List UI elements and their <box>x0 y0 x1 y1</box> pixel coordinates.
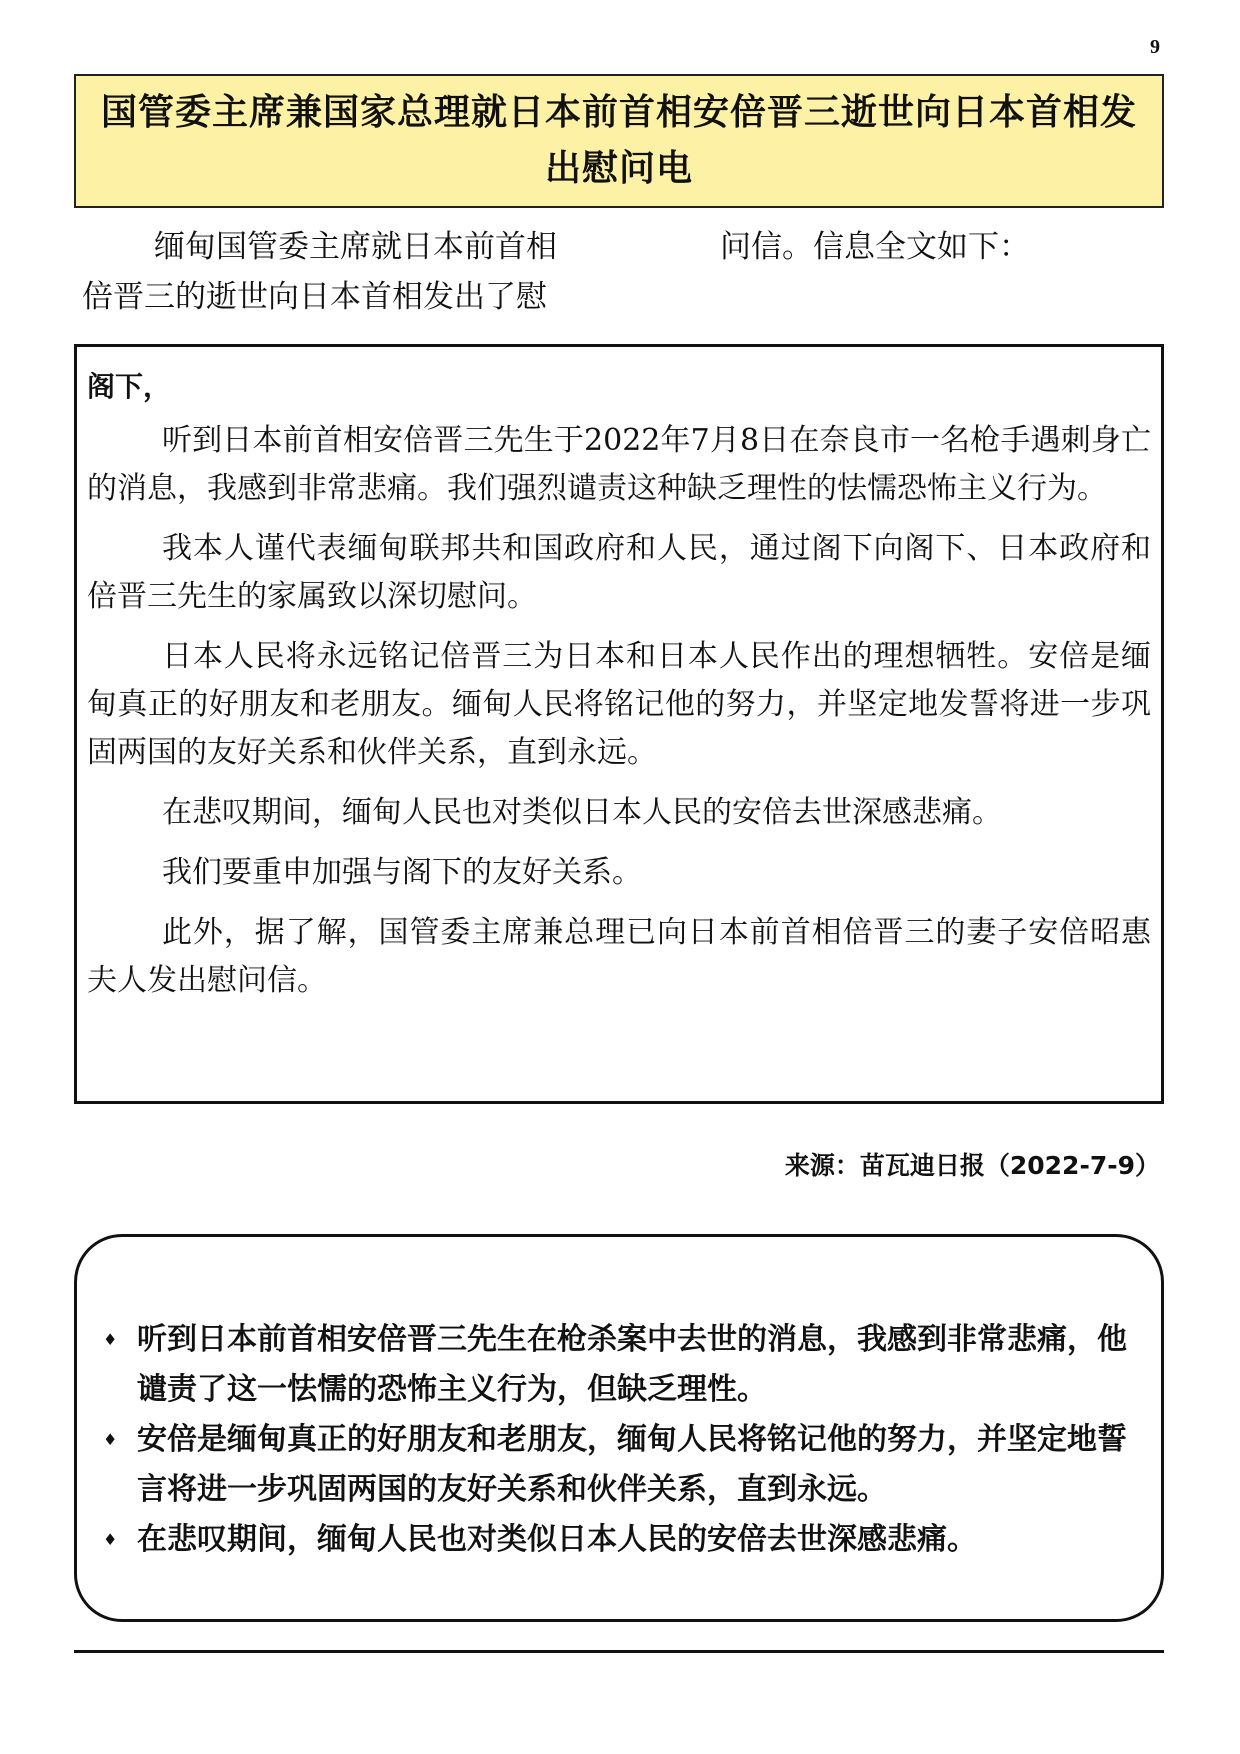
summary-item <box>103 1515 1131 1565</box>
intro-line: 倍晋三的逝世向日本首相发出了慰 <box>82 279 547 315</box>
page-number: 9 <box>1150 36 1160 58</box>
title-box <box>74 74 1164 208</box>
intro-column-right <box>642 222 1030 272</box>
intro-line: 缅甸国管委主席就日本前首相 <box>154 229 557 265</box>
summary-item-text: 听到日本前首相安倍晋三先生在枪杀案中去世的消息，我感到非常悲痛，他谴责了这一怯懦的恐怖主义行为，但缺乏理性。 <box>137 1322 1127 1407</box>
summary-item-text: 安倍是缅甸真正的好朋友和老朋友，缅甸人民将铭记他的努力，并坚定地誓言将进一步巩固两国的友好关系和伙伴关系，直到永远。 <box>137 1422 1127 1507</box>
diamond-bullet-icon: ♦ <box>103 1430 118 1449</box>
letter-paragraph: 此外，据了解，国管委主席兼总理已向日本前首相倍晋三的妻子安倍昭惠夫人发出慰问信。 <box>87 915 1151 998</box>
source-citation: 来源：苗瓦迪日报（2022-7-9） <box>784 1151 1160 1180</box>
summary-item <box>103 1315 1131 1415</box>
diamond-bullet-icon: ♦ <box>103 1330 118 1349</box>
summary-item-text: 在悲叹期间，缅甸人民也对类似日本人民的安倍去世深感悲痛。 <box>137 1522 977 1557</box>
letter-box <box>74 344 1164 1104</box>
intro-column-left <box>82 222 642 322</box>
letter-paragraph: 日本人民将永远铭记倍晋三为日本和日本人民作出的理想牺牲。安倍是缅甸真正的好朋友和老朋友。缅甸人民将铭记他的努力，并坚定地发誓将进一步巩固两国的友好关系和伙伴关系，直到永远。 <box>87 639 1151 770</box>
letter-paragraph: 我们要重申加强与阁下的友好关系。 <box>162 855 642 890</box>
page-title: 国管委主席兼国家总理就日本前首相安倍晋三逝世向日本首相发出慰问电 <box>100 92 1137 189</box>
letter-paragraph: 听到日本前首相安倍晋三先生于2022年7月8日在奈良市一名枪手遇刺身亡的消息，我感到非常悲痛。我们强烈谴责这种缺乏理性的怯懦恐怖主义行为。 <box>87 423 1151 506</box>
diamond-bullet-icon: ♦ <box>103 1530 118 1549</box>
letter-paragraph: 我本人谨代表缅甸联邦共和国政府和人民，通过阁下向阁下、日本政府和倍晋三先生的家属致以深切慰问。 <box>87 531 1151 614</box>
summary-box <box>74 1234 1164 1622</box>
summary-list <box>103 1315 1131 1565</box>
bottom-divider <box>74 1650 1164 1653</box>
intro-line: 问信。信息全文如下： <box>720 229 1030 265</box>
letter-paragraph: 在悲叹期间，缅甸人民也对类似日本人民的安倍去世深感悲痛。 <box>162 795 1002 830</box>
summary-item <box>103 1415 1131 1515</box>
letter-salutation: 阁下， <box>87 370 172 403</box>
